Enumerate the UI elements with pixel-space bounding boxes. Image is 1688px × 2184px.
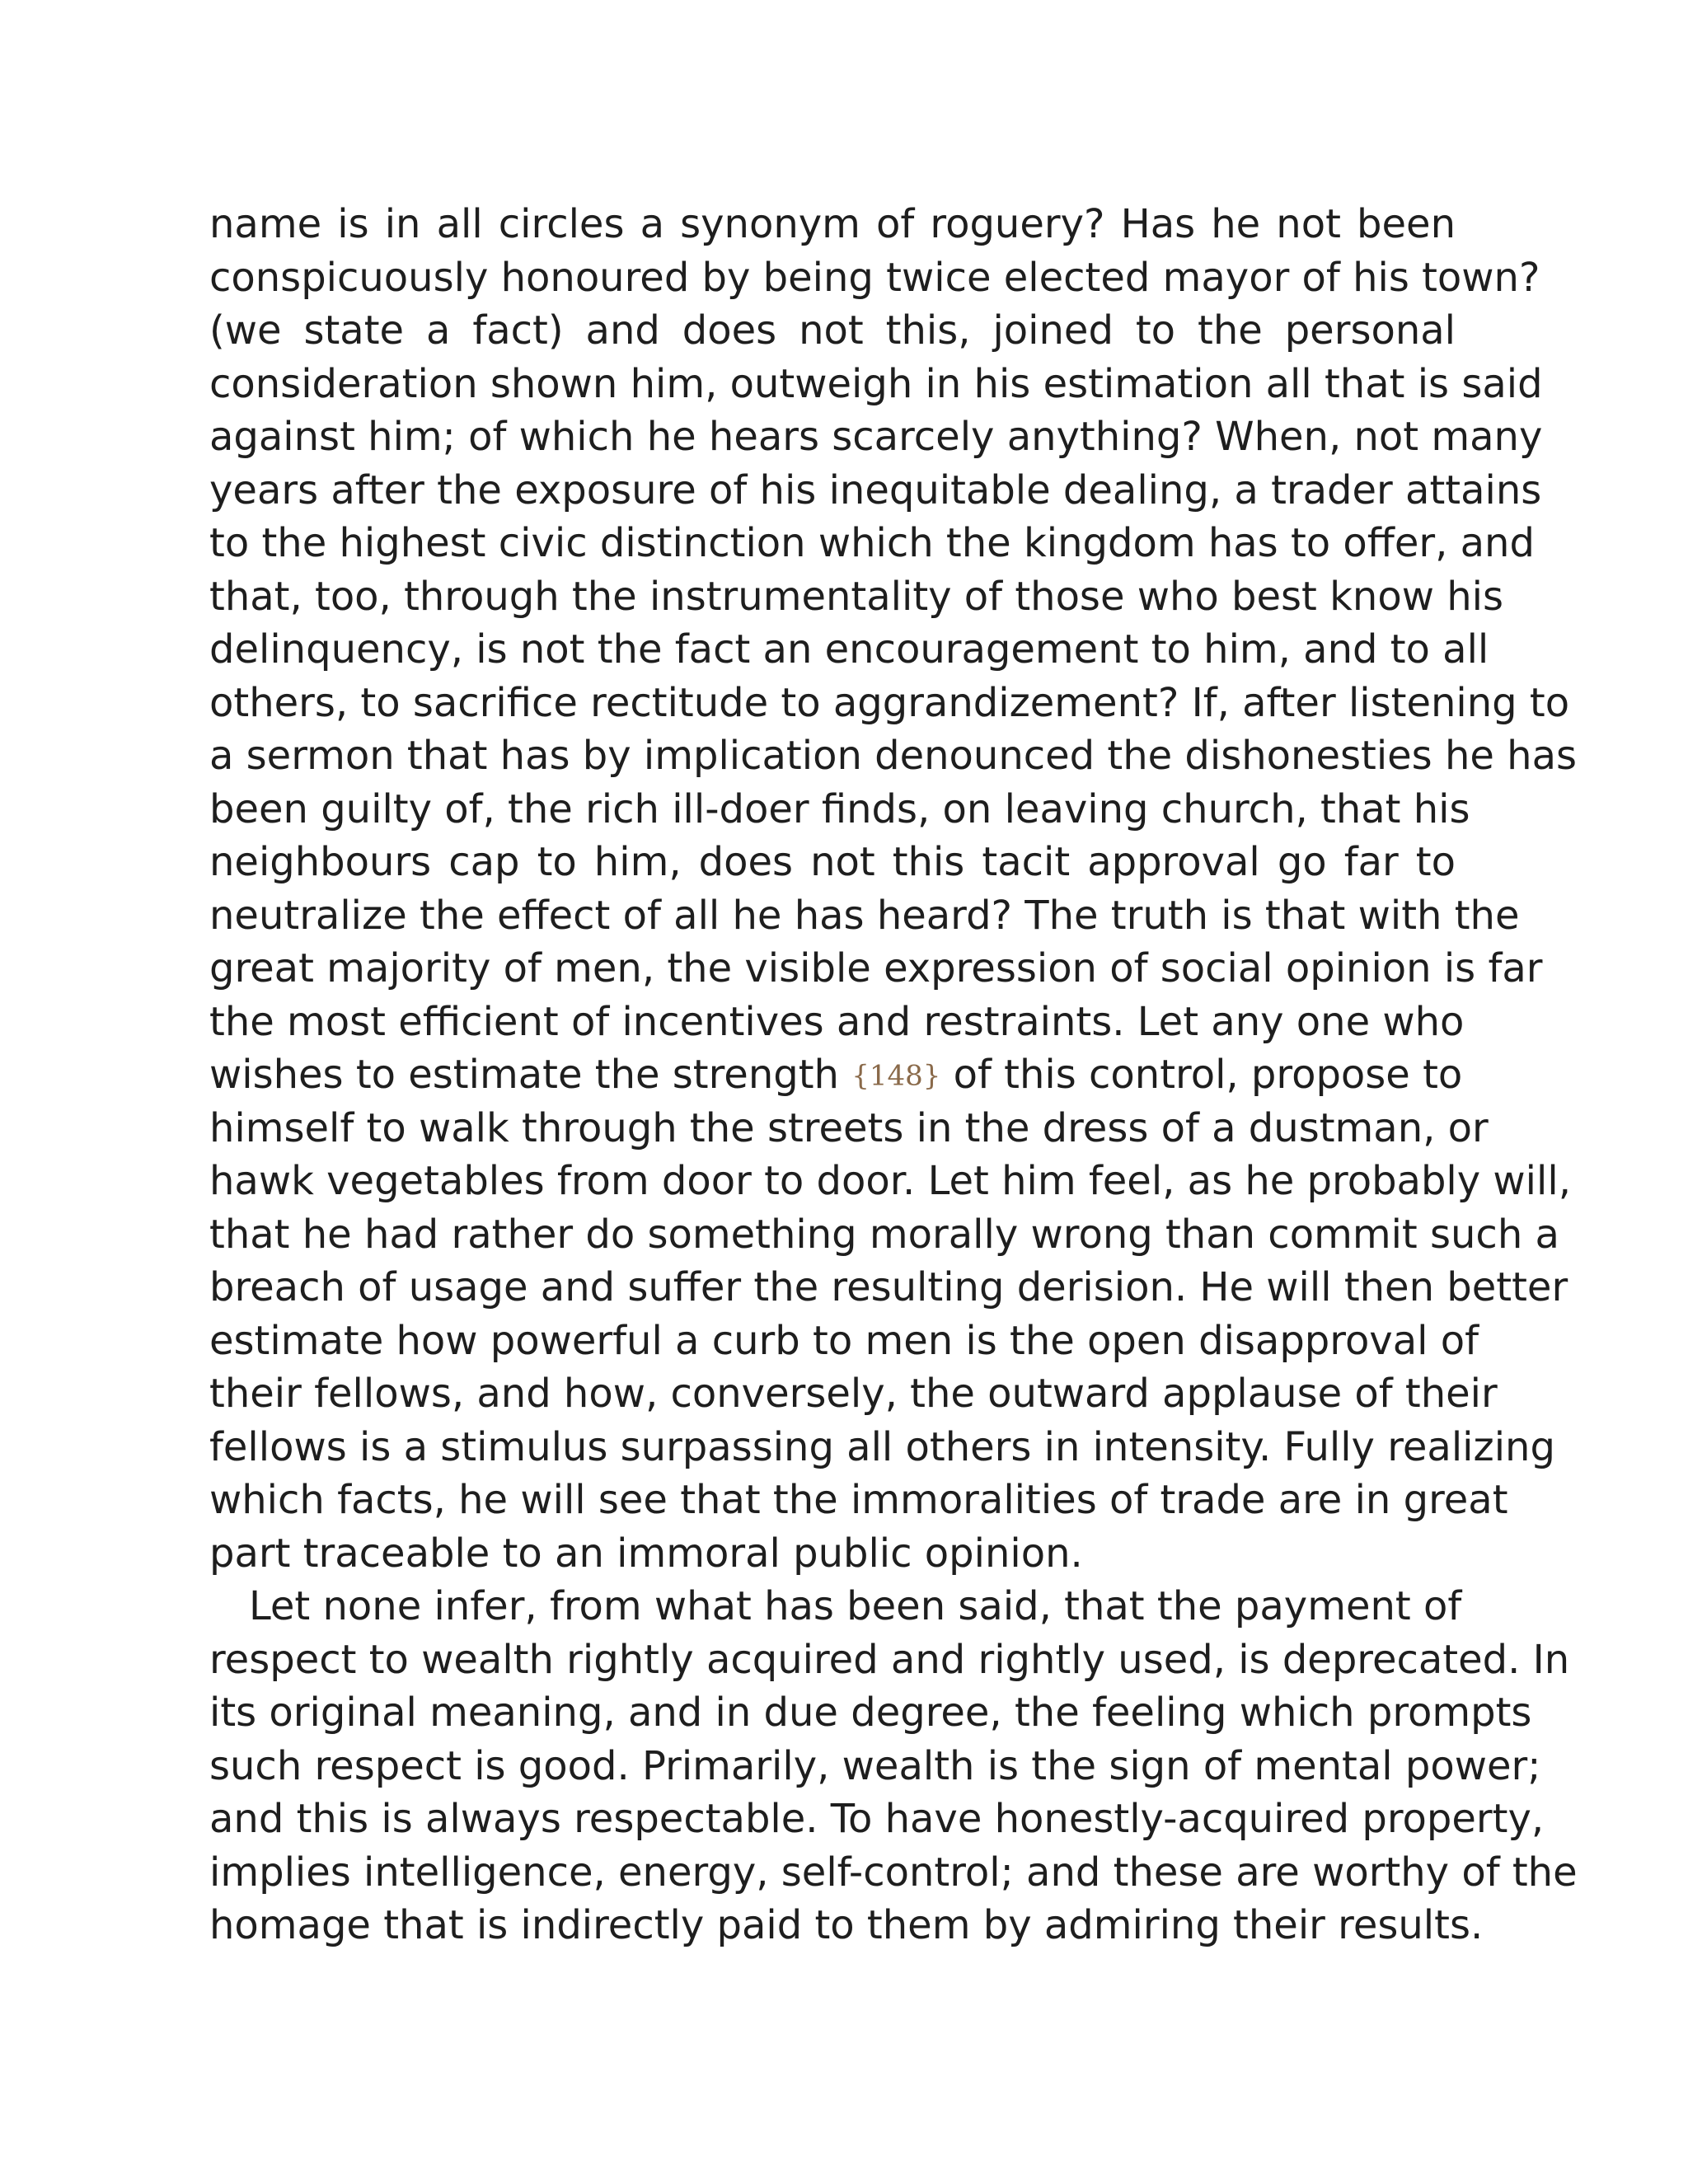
paragraph-1 [209,198,1577,1580]
text-line: delinquency, is not the fact an encouragement to him, and to all [209,626,1489,673]
text-line: estimate how powerful a curb to men is the open disapproval of [209,1317,1479,1364]
text-line: the most efficient of incentives and restraints. Let any one who [209,998,1465,1045]
text-line: and this is always respectable. To have honestly-acquired property, [209,1796,1545,1842]
text-line: against him; of which he hears scarcely anything? When, not many [209,414,1543,460]
text-line: respect to wealth rightly acquired and rightly used, is deprecated. In [209,1636,1570,1683]
text-line: conspicuously honoured by being twice elected mayor of his town? [209,254,1540,301]
text-line: their fellows, and how, conversely, the outward applause of their [209,1371,1498,1417]
document-page [209,198,1578,1952]
text-line: neutralize the effect of all he has heard? The truth is that with the [209,892,1520,939]
text-line: consideration shown him, outweigh in his estimation all that is said [209,360,1543,407]
text-line: been guilty of, the rich ill-doer finds, on leaving church, that his [209,785,1470,832]
page-number-link[interactable]: {148} [851,1059,941,1093]
text-line: which facts, he will see that the immoralities of trade are in great [209,1477,1508,1523]
text-line: homage that is indirectly paid to them by admiring their results. [209,1902,1484,1948]
text-line: others, to sacrifice rectitude to aggrandizement? If, after listening to [209,679,1570,726]
text-line: himself to walk through the streets in the dress of a dustman, or [209,1104,1489,1151]
text-line: Let none infer, from what has been said, that the payment of [249,1583,1462,1629]
text-line: a sermon that has by implication denounced the dishonesties he has [209,733,1577,779]
text-line: years after the exposure of his inequitable dealing, a trader attains [209,466,1542,513]
text-line: great majority of men, the visible expression of social opinion is far [209,945,1543,991]
text-line-with-page-number [209,1048,1463,1102]
text-line: implies intelligence, energy, self-control; and these are worthy of the [209,1849,1578,1896]
text-line: breach of usage and suffer the resulting derision. He will then better [209,1264,1568,1310]
text-line: neighbours cap to him, does not this tacit approval go far to [209,839,1456,885]
line-text-after: of this control, propose to [953,1052,1463,1098]
text-line: that he had rather do something morally wrong than commit such a [209,1211,1559,1258]
text-line: part traceable to an immoral public opinion. [209,1530,1083,1577]
text-line: name is in all circles a synonym of roguery? Has he not been [209,201,1456,247]
text-line: hawk vegetables from door to door. Let him feel, as he probably will, [209,1158,1571,1204]
text-line: its original meaning, and in due degree, the feeling which prompts [209,1690,1532,1736]
text-line: to the highest civic distinction which the kingdom has to offer, and [209,520,1535,566]
text-line: fellows is a stimulus surpassing all others in intensity. Fully realizing [209,1423,1555,1470]
text-line: such respect is good. Primarily, wealth is the sign of mental power; [209,1742,1541,1789]
line-text-before: wishes to estimate the strength [209,1052,839,1098]
text-line: that, too, through the instrumentality of those who best know his [209,573,1503,620]
paragraph-2 [209,1580,1578,1952]
text-line: (we state a fact) and does not this, joined to the personal [209,307,1456,354]
